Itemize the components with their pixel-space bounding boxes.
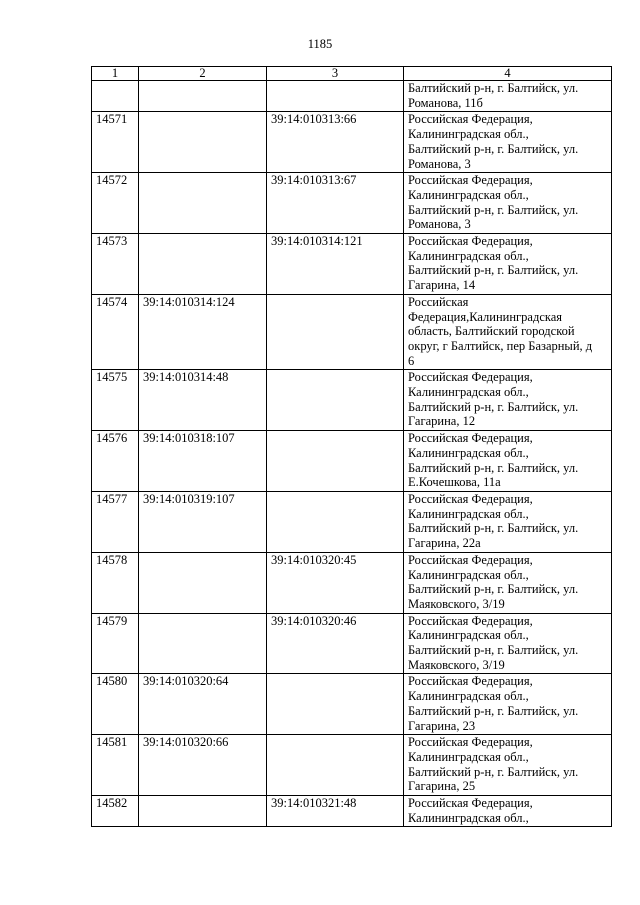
address-line: Калининградская обл.,	[408, 567, 529, 582]
table-row	[92, 552, 612, 613]
address-line: Российская Федерация,	[408, 796, 533, 811]
address-line: Балтийский р-н, г. Балтийск, ул.	[408, 764, 579, 779]
address-line: Российская Федерация,	[408, 234, 533, 249]
table-row	[92, 81, 612, 112]
address-line: Российская Федерация,	[408, 674, 533, 689]
cadastral-number-col3: 39:14:010313:67	[267, 173, 404, 234]
address-cell	[404, 173, 612, 234]
address-line: Российская Федерация,	[408, 613, 533, 628]
address-line: Калининградская обл.,	[408, 385, 529, 400]
table-header-row	[92, 67, 612, 81]
cadastral-number-col2	[139, 613, 267, 674]
row-number: 14579	[92, 613, 139, 674]
address-line: Романова, 3	[408, 156, 471, 171]
address-line: Калининградская обл.,	[408, 127, 529, 142]
address-cell	[404, 613, 612, 674]
address-line: Калининградская обл.,	[408, 506, 529, 521]
table-row	[92, 613, 612, 674]
cadastral-number-col3	[267, 81, 404, 112]
address-cell	[404, 491, 612, 552]
address-line: область, Балтийский городской	[408, 324, 575, 339]
table-row	[92, 370, 612, 431]
address-line: Калининградская обл.,	[408, 749, 529, 764]
table-row	[92, 173, 612, 234]
address-line: Российская	[408, 294, 469, 309]
address-cell	[404, 796, 612, 827]
cadastral-number-col3	[267, 735, 404, 796]
row-number: 14571	[92, 112, 139, 173]
table-row	[92, 234, 612, 295]
address-cell	[404, 294, 612, 370]
address-cell	[404, 552, 612, 613]
address-cell	[404, 81, 612, 112]
address-line: Балтийский р-н, г. Балтийск, ул.	[408, 643, 579, 658]
address-line: Калининградская обл.,	[408, 248, 529, 263]
table-row	[92, 294, 612, 370]
cadastral-number-col2	[139, 112, 267, 173]
address-cell	[404, 234, 612, 295]
address-line: Балтийский р-н, г. Балтийск, ул.	[408, 399, 579, 414]
row-number: 14575	[92, 370, 139, 431]
column-header-3: 3	[267, 67, 404, 81]
row-number: 14581	[92, 735, 139, 796]
address-cell	[404, 735, 612, 796]
cadastral-number-col3: 39:14:010313:66	[267, 112, 404, 173]
address-line: 6	[408, 353, 415, 368]
address-line: Маяковского, 3/19	[408, 657, 505, 672]
column-header-1: 1	[92, 67, 139, 81]
address-line: Гагарина, 12	[408, 414, 476, 429]
table-row	[92, 112, 612, 173]
address-line: Балтийский р-н, г. Балтийск, ул.	[408, 703, 579, 718]
column-header-2: 2	[139, 67, 267, 81]
row-number	[92, 81, 139, 112]
address-cell	[404, 674, 612, 735]
cadastral-number-col3	[267, 370, 404, 431]
address-line: Калининградская обл.,	[408, 628, 529, 643]
table-row	[92, 735, 612, 796]
cadastral-number-col2: 39:14:010314:124	[139, 294, 267, 370]
address-cell	[404, 370, 612, 431]
cadastral-number-col2: 39:14:010314:48	[139, 370, 267, 431]
address-line: Российская Федерация,	[408, 735, 533, 750]
cadastral-number-col2: 39:14:010318:107	[139, 431, 267, 492]
registry-table	[91, 66, 612, 827]
cadastral-number-col3	[267, 431, 404, 492]
row-number: 14573	[92, 234, 139, 295]
address-line: Е.Кочешкова, 11а	[408, 475, 501, 490]
row-number: 14580	[92, 674, 139, 735]
address-line: Гагарина, 25	[408, 779, 476, 794]
row-number: 14578	[92, 552, 139, 613]
page-number: 1185	[307, 37, 333, 51]
address-line: Балтийский р-н, г. Балтийск, ул.	[408, 521, 579, 536]
address-line: Гагарина, 23	[408, 718, 476, 733]
address-line: Российская Федерация,	[408, 173, 533, 188]
row-number: 14572	[92, 173, 139, 234]
cadastral-number-col3	[267, 294, 404, 370]
address-line: Маяковского, 3/19	[408, 596, 505, 611]
cadastral-number-col3: 39:14:010320:46	[267, 613, 404, 674]
cadastral-number-col2: 39:14:010320:64	[139, 674, 267, 735]
address-line: Российская Федерация,	[408, 491, 533, 506]
row-number: 14574	[92, 294, 139, 370]
address-line: Гагарина, 22а	[408, 536, 481, 551]
cadastral-number-col3	[267, 674, 404, 735]
address-line: Балтийский р-н, г. Балтийск, ул.	[408, 582, 579, 597]
table-row	[92, 431, 612, 492]
address-line: Романова, 11б	[408, 95, 483, 110]
address-line: Калининградская обл.,	[408, 689, 529, 704]
cadastral-number-col2	[139, 81, 267, 112]
cadastral-number-col2	[139, 173, 267, 234]
address-line: Калининградская обл.,	[408, 187, 529, 202]
address-line: Романова, 3	[408, 217, 471, 232]
cadastral-number-col2	[139, 796, 267, 827]
address-line: Балтийский р-н, г. Балтийск, ул.	[408, 81, 579, 95]
address-line: Российская Федерация,	[408, 112, 533, 127]
cadastral-number-col3: 39:14:010320:45	[267, 552, 404, 613]
table-row	[92, 491, 612, 552]
cadastral-number-col2: 39:14:010320:66	[139, 735, 267, 796]
address-line: Балтийский р-н, г. Балтийск, ул.	[408, 460, 579, 475]
address-line: Калининградская обл.,	[408, 445, 529, 460]
column-header-4: 4	[404, 67, 612, 81]
cadastral-number-col3: 39:14:010321:48	[267, 796, 404, 827]
address-cell	[404, 431, 612, 492]
row-number: 14577	[92, 491, 139, 552]
cadastral-number-col2	[139, 234, 267, 295]
row-number: 14576	[92, 431, 139, 492]
address-line: Гагарина, 14	[408, 278, 476, 293]
address-line: округ, г Балтийск, пер Базарный, д	[408, 338, 593, 353]
address-line: Балтийский р-н, г. Балтийск, ул.	[408, 202, 579, 217]
cadastral-number-col2	[139, 552, 267, 613]
cadastral-number-col2: 39:14:010319:107	[139, 491, 267, 552]
table-row	[92, 674, 612, 735]
cadastral-number-col3	[267, 491, 404, 552]
row-number: 14582	[92, 796, 139, 827]
cadastral-number-col3: 39:14:010314:121	[267, 234, 404, 295]
address-line: Российская Федерация,	[408, 552, 533, 567]
address-line: Российская Федерация,	[408, 431, 533, 446]
address-line: Балтийский р-н, г. Балтийск, ул.	[408, 141, 579, 156]
table-row	[92, 796, 612, 827]
address-line: Калининградская обл.,	[408, 810, 529, 825]
address-line: Федерация,Калининградская	[408, 309, 563, 324]
address-line: Балтийский р-н, г. Балтийск, ул.	[408, 263, 579, 278]
address-line: Российская Федерация,	[408, 370, 533, 385]
address-cell	[404, 112, 612, 173]
